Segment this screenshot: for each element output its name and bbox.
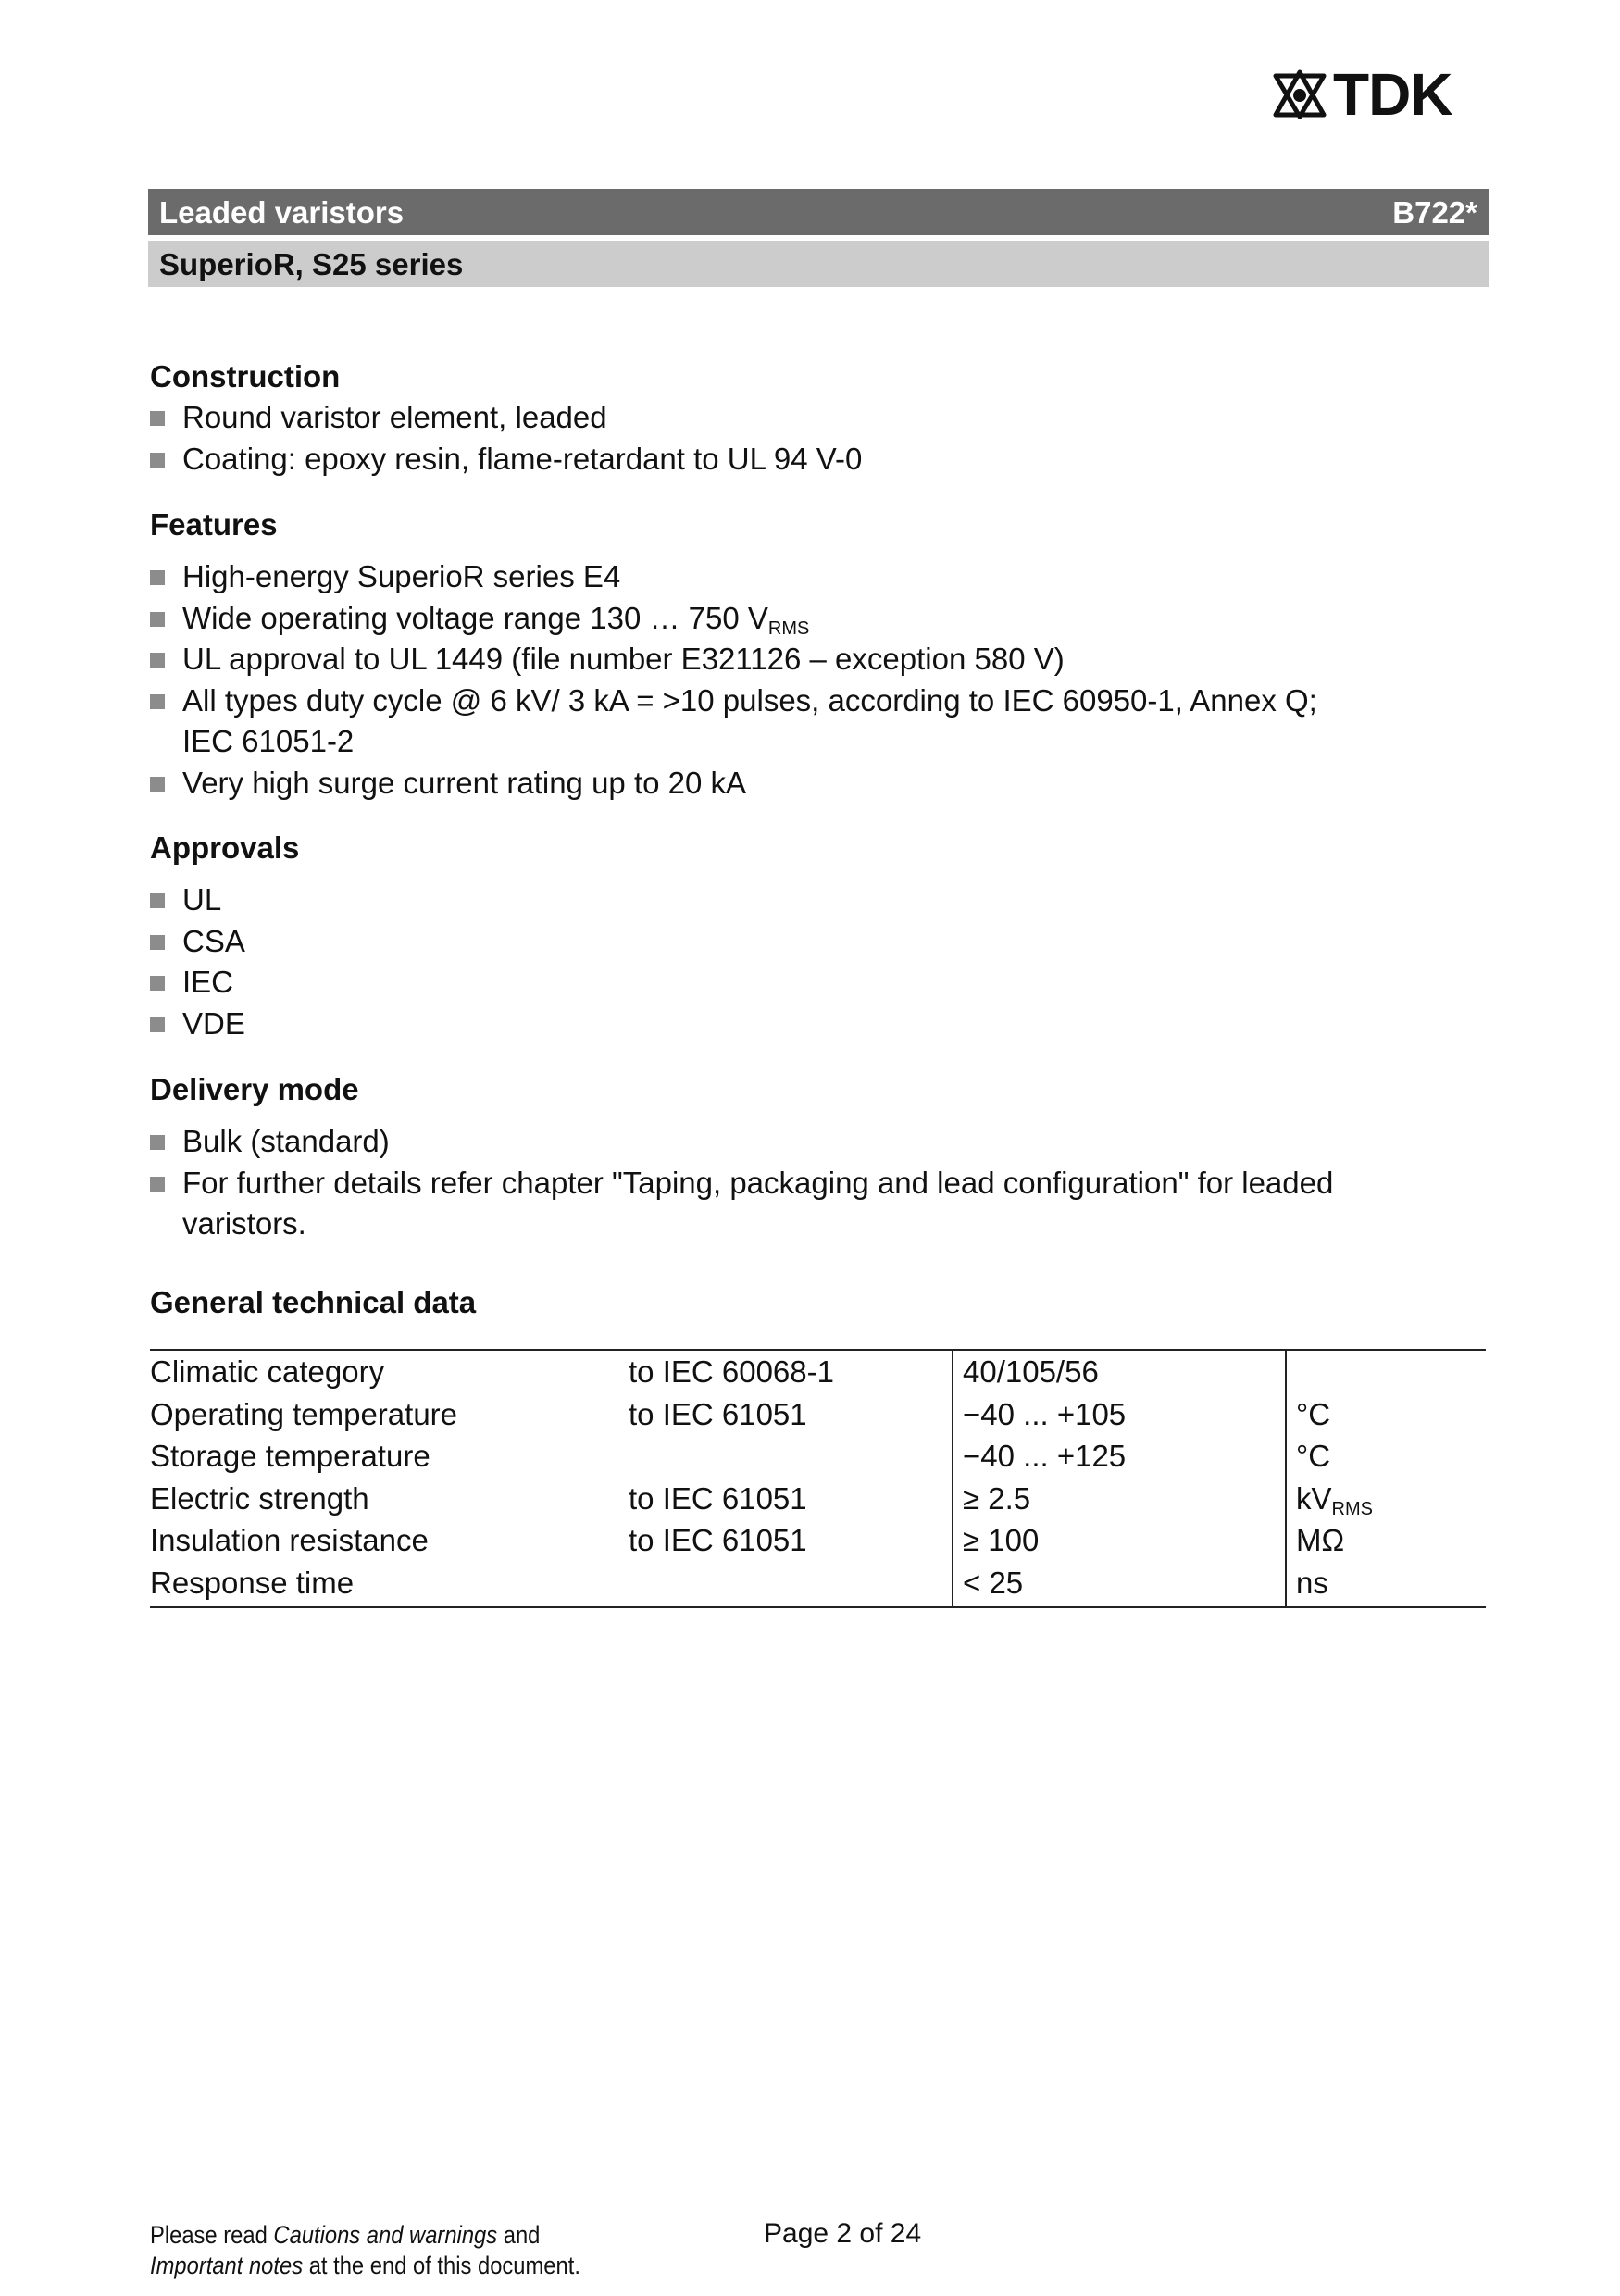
param-cell: Storage temperature [150,1439,430,1473]
series-bar [148,241,1489,287]
page-number: Page 2 of 24 [764,2218,922,2249]
bullet-square-icon [150,653,165,668]
bullet-square-icon [150,612,165,627]
bullet-square-icon [150,1135,165,1150]
product-group: Leaded varistors [159,195,405,230]
list-item: UL [150,880,1483,921]
list-item: Bulk (standard) [150,1121,1483,1163]
table-row [150,1354,1486,1397]
approvals-section [150,828,1483,1044]
logo-wordmark: TDK [1333,61,1452,128]
tdk-logo [1270,61,1452,128]
list-item: CSA [150,921,1483,963]
technical-data-table [150,1349,1486,1608]
value-cell: < 25 [963,1565,1024,1600]
table-row [150,1566,1486,1608]
bullet-square-icon [150,570,165,585]
bullet-square-icon [150,1017,165,1032]
bullet-square-icon [150,777,165,792]
standard-cell: to IEC 61051 [629,1523,807,1557]
construction-list [150,397,1483,480]
series-title: SuperioR, S25 series [159,247,464,281]
rms-subscript: RMS [767,618,810,639]
construction-section [150,356,1483,480]
param-cell: Electric strength [150,1480,369,1516]
construction-heading: Construction [150,359,341,393]
param-cell: Operating temperature [150,1396,458,1431]
unit-cell: $kV_{RMS}$ [1296,1480,1373,1519]
features-heading: Features [150,507,278,542]
features-list [150,556,1483,804]
value-cell: 40/105/56 [963,1354,1099,1389]
bullet-square-icon [150,935,165,950]
bullet-square-icon [150,694,165,709]
unit-cell: ns [1296,1565,1328,1600]
list-item: For further details refer chapter "Taping, packaging and lead configuration" for leaded [150,1163,1483,1204]
list-item: Wide operating voltage range 130 … 750 $V_{RMS}$ [150,598,1483,640]
list-item: High-energy SuperioR series E4 [150,556,1483,598]
delivery-list [150,1121,1483,1245]
list-item: All types duty cycle @ 6 kV/ 3 kA = >10 pulses, according to IEC 60950-1, Annex Q; [150,680,1483,722]
table-row [150,1481,1486,1524]
table-row [150,1397,1486,1440]
list-item: Coating: epoxy resin, flame-retardant to UL 94 V-0 [150,439,1483,480]
bullet-square-icon [150,976,165,991]
unit-cell: MΩ [1296,1523,1345,1557]
list-item: VDE [150,1004,1483,1045]
delivery-section [150,1069,1483,1245]
param-cell: Climatic category [150,1354,385,1389]
standard-cell: to IEC 61051 [629,1480,807,1516]
list-item-continuation: IEC 61051-2 [182,724,355,758]
bullet-square-icon [150,411,165,426]
unit-cell: °C [1296,1396,1331,1431]
general-section [150,1282,1483,1323]
param-cell: Response time [150,1565,355,1600]
table-row [150,1523,1486,1566]
list-item: Round varistor element, leaded [150,397,1483,439]
standard-cell: to IEC 61051 [629,1396,807,1431]
list-item: Very high surge current rating up to 20 kA [150,763,1483,805]
value-cell: ≥ 100 [963,1523,1040,1557]
bullet-square-icon [150,453,165,468]
approvals-list [150,880,1483,1044]
value-cell: ≥ 2.5 [963,1480,1031,1516]
bullet-square-icon [150,1177,165,1192]
value-cell: −40 ... +105 [963,1396,1127,1431]
approvals-heading: Approvals [150,830,300,865]
footer-note: Please read Cautions and warnings and Important notes at the end of this document. [150,2221,580,2279]
delivery-heading: Delivery mode [150,1072,359,1106]
table-row [150,1439,1486,1481]
features-section [150,505,1483,804]
value-cell: −40 ... +125 [963,1439,1127,1473]
standard-cell: to IEC 60068-1 [629,1354,834,1389]
part-code: B722* [1392,195,1477,230]
param-cell: Insulation resistance [150,1523,429,1557]
bullet-square-icon [150,893,165,908]
general-heading: General technical data [150,1285,477,1319]
list-item: IEC [150,962,1483,1004]
list-item-continuation: varistors. [182,1206,306,1241]
unit-cell: °C [1296,1439,1331,1473]
title-bar [148,189,1489,235]
list-item: UL approval to UL 1449 (file number E321126 – exception 580 V) [150,639,1483,680]
tdk-logo-icon [1270,67,1329,122]
